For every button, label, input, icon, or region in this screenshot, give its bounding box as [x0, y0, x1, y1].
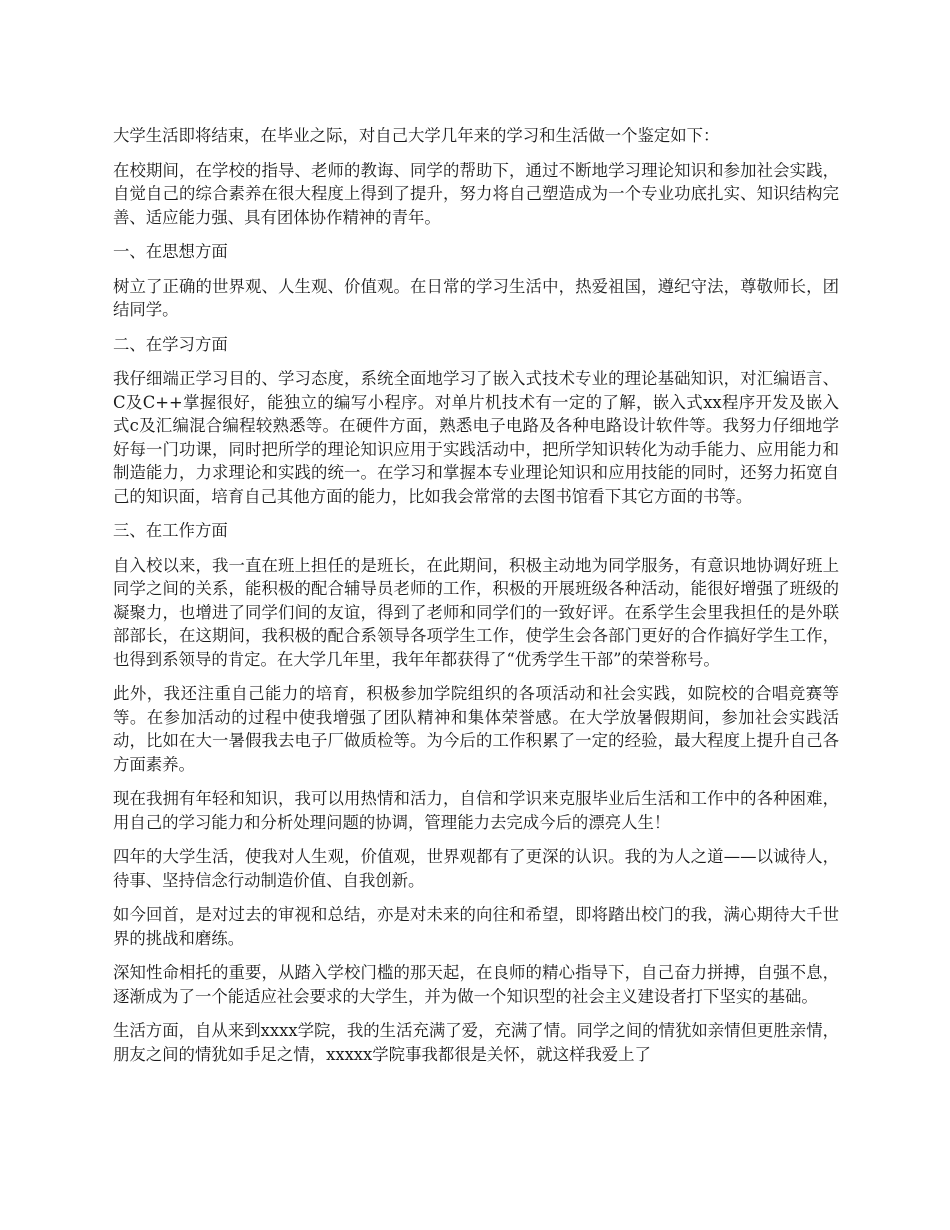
outlook-paragraph: 四年的大学生活，使我对人生观，价值观，世界观都有了更深的认识。我的为人之道——以诚待人，待事、坚持信念行动制造价值、自我创新。 — [113, 847, 839, 890]
document-body — [113, 124, 839, 1077]
study-paragraph: 我仔细端正学习目的、学习态度，系统全面地学习了嵌入式技术专业的理论基础知识，对汇编语言、C及C++掌握很好，能独立的编写小程序。对单片机技术有一定的了解，嵌入式xx程序开发及嵌入式c及汇编混合编程较熟悉等。在硬件方面，熟悉电子电路及各种电路设计软件等。我努力仔细地学好每一门功课，同时把所学的理论知识应用于实践活动中，把所学知识转化为动手能力、应用能力和制造能力，力求理论和实践的统一。在学习和掌握本专业理论知识和应用技能的同时，还努力拓宽自己的知识面，培育自己其他方面的能力，比如我会常常的去图书馆看下其它方面的书等。 — [113, 369, 839, 506]
activities-paragraph: 此外，我还注重自己能力的培育，积极参加学院组织的各项活动和社会实践，如院校的合唱竞赛等等。在参加活动的过程中使我增强了团队精神和集体荣誉感。在大学放暑假期间，参加社会实践活动，比如在大一暑假我去电子厂做质检等。为今后的工作积累了一定的经验，最大程度上提升自己各方面素养。 — [113, 684, 839, 774]
section-heading-thought: 一、在思想方面 — [113, 242, 228, 261]
life-paragraph: 生活方面，自从来到xxxx学院，我的生活充满了爱，充满了情。同学之间的情犹如亲情但更胜亲情，朋友之间的情犹如手足之情，xxxxx学院事我都很是关怀，就这样我爱上了 — [113, 1021, 839, 1064]
work-paragraph: 自入校以来，我一直在班上担任的是班长，在此期间，积极主动地为同学服务，有意识地协调好班上同学之间的关系，能积极的配合辅导员老师的工作，积极的开展班级各种活动，能很好增强了班级的凝聚力，也增进了同学们间的友谊，得到了老师和同学们的一致好评。在系学生会里我担任的是外联部部长，在这期间，我积极的配合系领导各项学生工作，使学生会各部门更好的合作搞好学生工作，也得到系领导的肯定。在大学几年里，我年年都获得了“优秀学生干部”的荣誉称号。 — [113, 555, 839, 669]
intro-paragraph: 大学生活即将结束，在毕业之际，对自己大学几年来的学习和生活做一个鉴定如下： — [113, 126, 720, 145]
overview-paragraph: 在校期间，在学校的指导、老师的教诲、同学的帮助下，通过不断地学习理论知识和参加社会实践，自觉自己的综合素养在很大程度上得到了提升，努力将自己塑造成为一个专业功底扎实、知识结构完善、适应能力强、具有团体协作精神的青年。 — [113, 160, 839, 227]
section-heading-work: 三、在工作方面 — [113, 521, 228, 540]
growth-paragraph: 深知性命相托的重要，从踏入学校门槛的那天起，在良师的精心指导下，自己奋力拼搏，自强不息，逐渐成为了一个能适应社会要求的大学生，并为做一个知识型的社会主义建设者打下坚实的基础。 — [113, 963, 839, 1006]
future-paragraph: 现在我拥有年轻和知识，我可以用热情和活力，自信和学识来克服毕业后生活和工作中的各种困难，用自己的学习能力和分析处理问题的协调，管理能力去完成今后的漂亮人生！ — [113, 789, 839, 832]
reflection-paragraph: 如今回首，是对过去的审视和总结，亦是对未来的向往和希望，即将踏出校门的我，满心期待大千世界的挑战和磨练。 — [113, 905, 839, 948]
thought-paragraph: 树立了正确的世界观、人生观、价值观。在日常的学习生活中，热爱祖国，遵纪守法，尊敬师长，团结同学。 — [113, 276, 839, 319]
section-heading-study: 二、在学习方面 — [113, 334, 228, 354]
